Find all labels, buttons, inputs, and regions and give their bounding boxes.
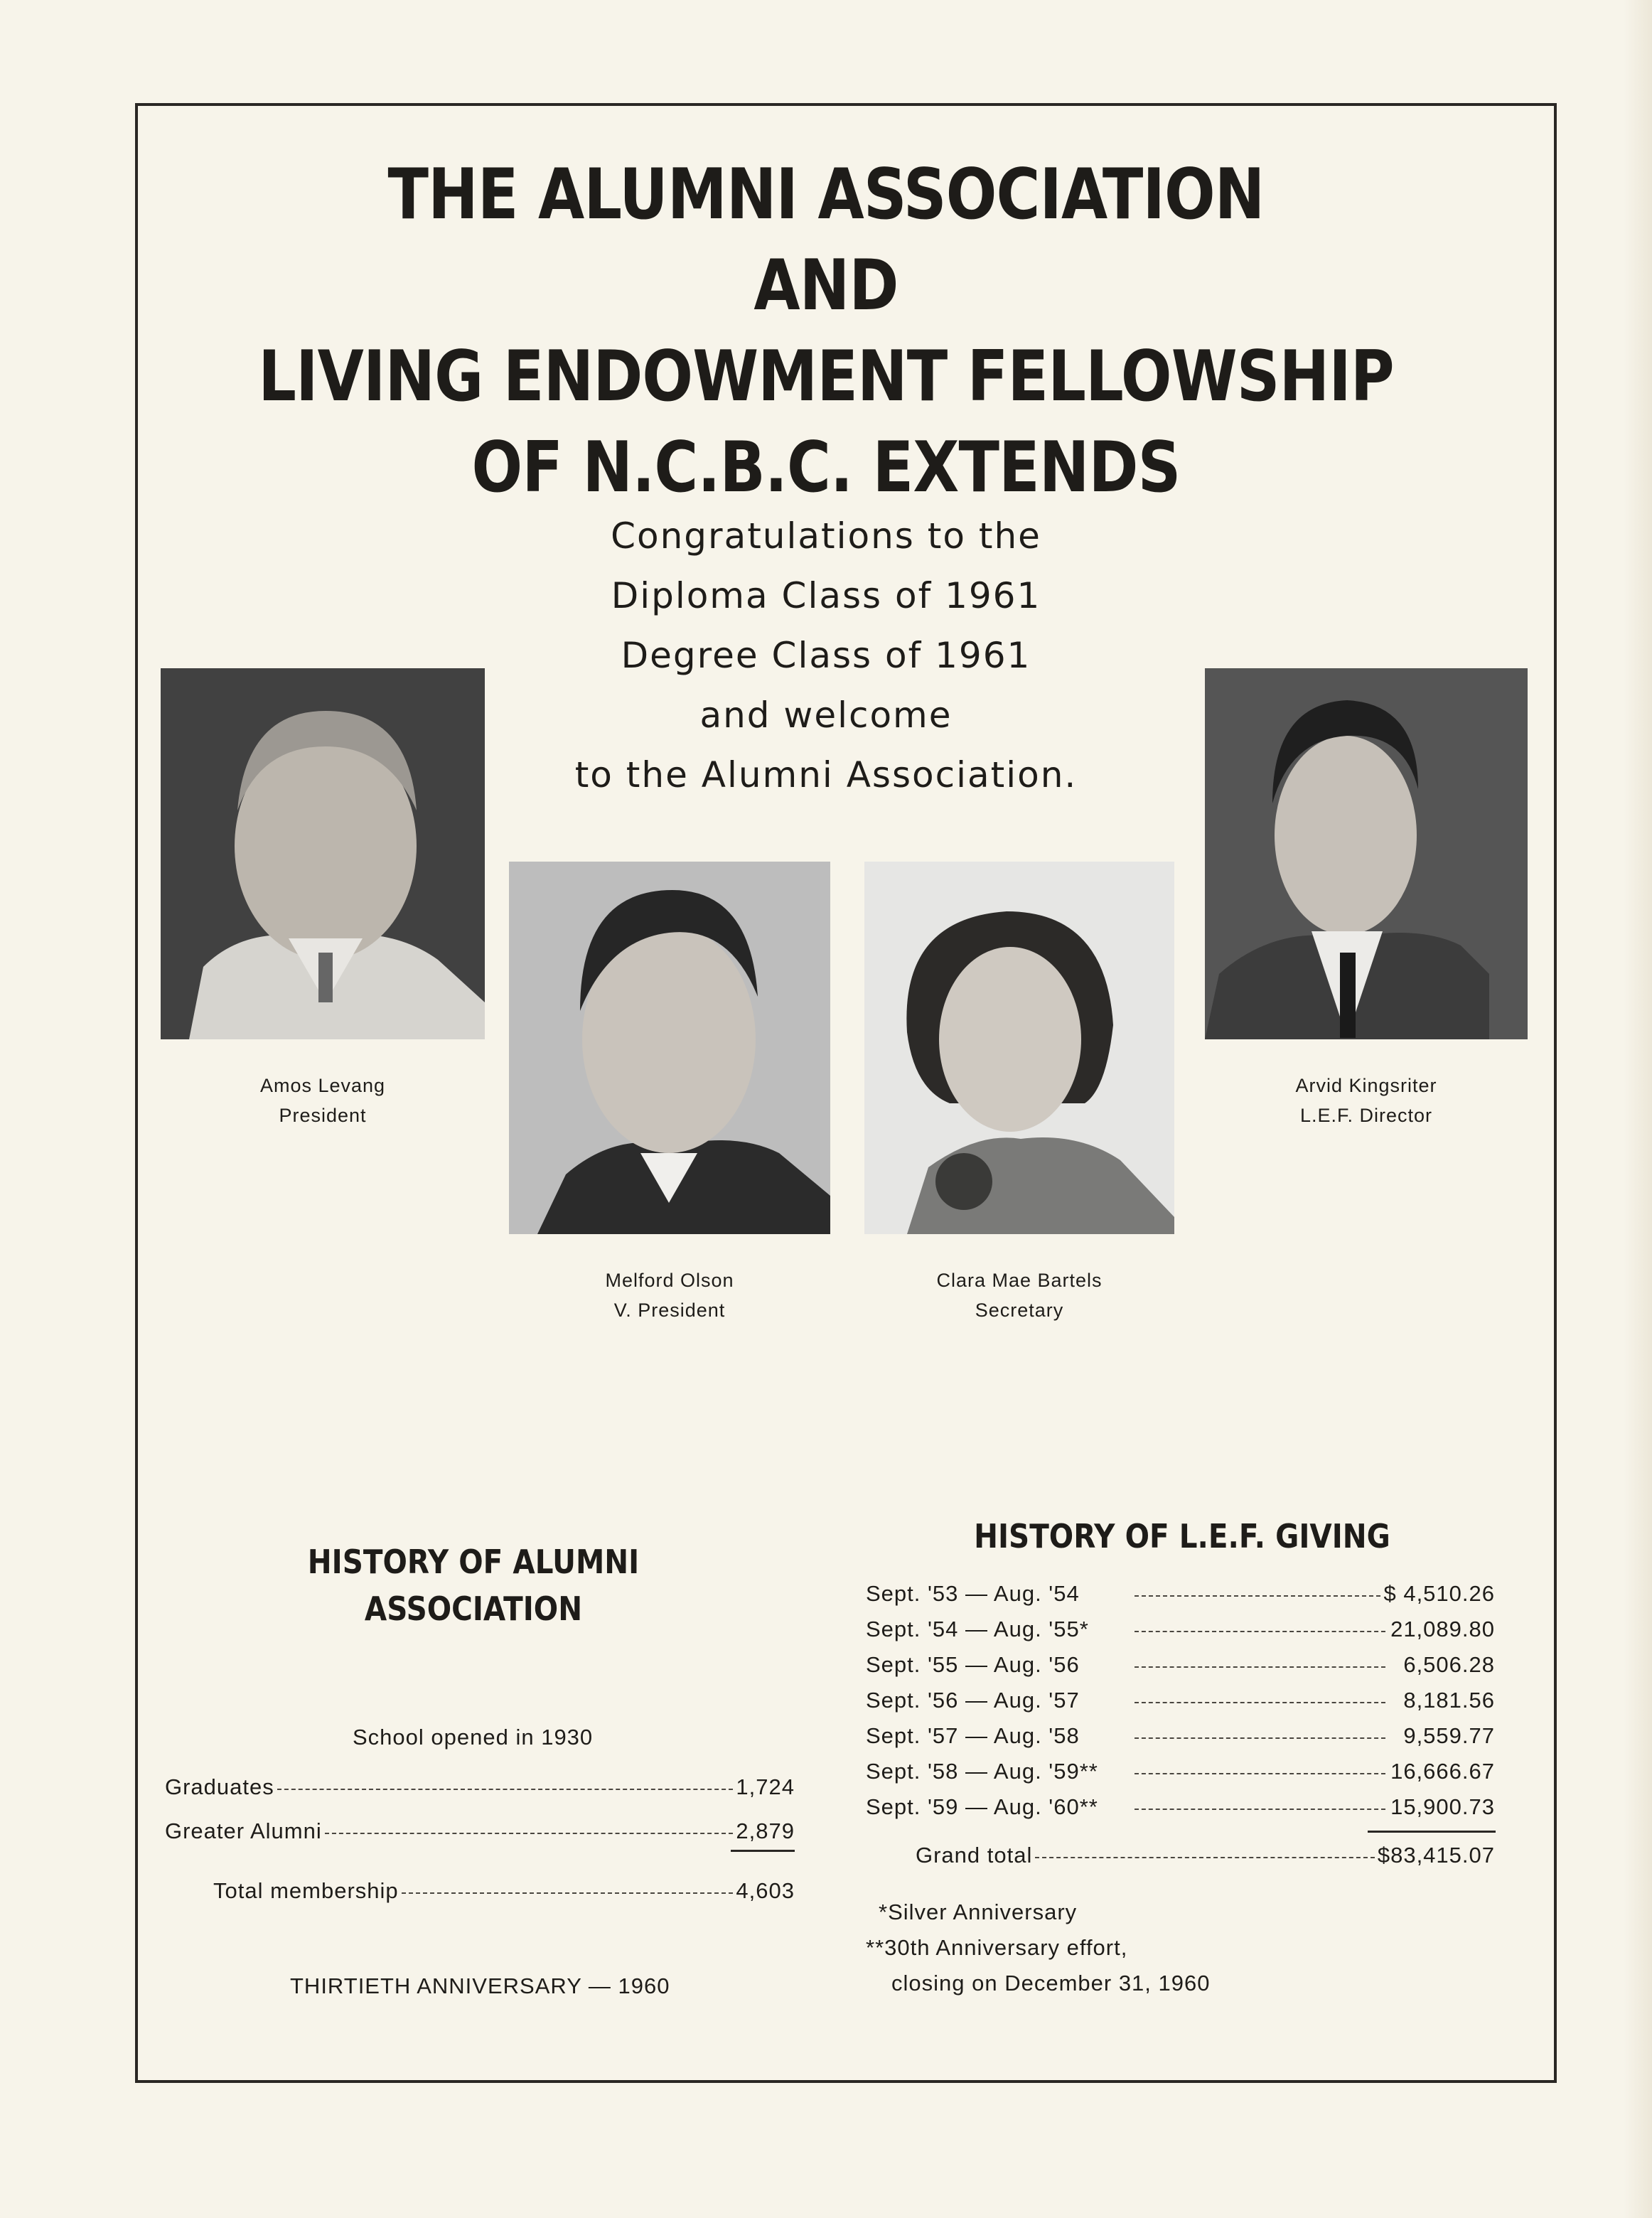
row-label: Total membership: [213, 1878, 399, 1903]
sum-rule: [731, 1850, 795, 1852]
headline-line: THE ALUMNI ASSOCIATION: [387, 154, 1265, 235]
row-value: 4,603: [736, 1878, 795, 1903]
title-line: HISTORY OF L.E.F. GIVING: [974, 1517, 1390, 1555]
period-label: Sept. '56 — Aug. '57: [866, 1688, 1080, 1713]
congrats-line: Congratulations to the: [611, 515, 1041, 557]
caption-melford-olson: [509, 1265, 830, 1325]
congrats-line: to the Alumni Association.: [574, 754, 1078, 795]
period-label: Sept. '54 — Aug. '55*: [866, 1617, 1089, 1641]
anniversary-text: THIRTIETH ANNIVERSARY — 1960: [290, 1973, 670, 1998]
congrats-line: Degree Class of 1961: [621, 635, 1031, 676]
officer-name: Melford Olson: [605, 1270, 734, 1291]
amount-value: 15,900.73: [1390, 1794, 1495, 1819]
lef-row: [866, 1688, 1495, 1713]
officer-name: Clara Mae Bartels: [936, 1270, 1103, 1291]
portrait-arvid-kingsriter: [1205, 668, 1528, 1039]
lef-row: [866, 1581, 1495, 1607]
dot-leader: [325, 1833, 734, 1834]
caption-clara-mae-bartels: [864, 1265, 1174, 1325]
period-label: Sept. '59 — Aug. '60**: [866, 1794, 1098, 1819]
row-label: Graduates: [165, 1774, 274, 1799]
lef-row: [866, 1652, 1495, 1678]
period-label: Sept. '55 — Aug. '56: [866, 1652, 1080, 1677]
footnote: **30th Anniversary effort,: [866, 1935, 1128, 1960]
lef-row: [866, 1759, 1495, 1784]
school-opened-text: School opened in 1930: [353, 1725, 594, 1750]
dot-leader: [1135, 1595, 1380, 1597]
alumni-row-graduates: [165, 1774, 795, 1800]
footnote: closing on December 31, 1960: [891, 1971, 1211, 1995]
caption-amos-levang: [161, 1071, 485, 1130]
title-line: ASSOCIATION: [364, 1590, 583, 1628]
headline-line: LIVING ENDOWMENT FELLOWSHIP: [258, 336, 1394, 417]
amount-value: 16,666.67: [1390, 1759, 1495, 1784]
title-line: HISTORY OF ALUMNI: [307, 1543, 640, 1581]
portrait-amos-levang: [161, 668, 485, 1039]
officer-title: V. President: [613, 1300, 726, 1321]
dot-leader: [1135, 1666, 1385, 1668]
amount-value: $ 4,510.26: [1383, 1581, 1495, 1606]
headline: [116, 149, 1537, 513]
officer-title: L.E.F. Director: [1299, 1105, 1433, 1126]
officer-name: Arvid Kingsriter: [1295, 1075, 1437, 1096]
amount-value: 21,089.80: [1390, 1617, 1495, 1641]
amount-value: 9,559.77: [1403, 1723, 1495, 1748]
congrats-line: Diploma Class of 1961: [611, 575, 1041, 616]
period-label: Sept. '58 — Aug. '59**: [866, 1759, 1098, 1784]
dot-leader: [1135, 1702, 1385, 1703]
lef-row: [866, 1723, 1495, 1749]
footnote: *Silver Anniversary: [879, 1900, 1078, 1924]
alumni-row-greater-alumni: [165, 1818, 795, 1844]
portrait-melford-olson: [509, 862, 830, 1234]
dot-leader: [402, 1892, 734, 1894]
dot-leader: [1135, 1809, 1385, 1810]
period-label: Sept. '57 — Aug. '58: [866, 1723, 1080, 1748]
lef-row: [866, 1617, 1495, 1642]
dot-leader: [1135, 1631, 1385, 1632]
amount-value: 6,506.28: [1403, 1652, 1495, 1677]
dot-leader: [1135, 1737, 1385, 1739]
alumni-history-title: [286, 1538, 661, 1632]
dot-leader: [277, 1789, 734, 1790]
row-value: 1,724: [736, 1774, 795, 1799]
alumni-row-total-membership: [213, 1878, 795, 1904]
row-label: Greater Alumni: [165, 1818, 322, 1843]
grand-total-value: $83,415.07: [1377, 1843, 1495, 1868]
period-label: Sept. '53 — Aug. '54: [866, 1581, 1080, 1606]
headline-line: AND: [753, 245, 899, 326]
lef-grand-total-row: [916, 1843, 1495, 1868]
dot-leader: [1135, 1773, 1385, 1774]
portrait-clara-mae-bartels: [864, 862, 1174, 1234]
headline-line: OF N.C.B.C. EXTENDS: [471, 427, 1181, 508]
sum-rule: [1368, 1831, 1496, 1833]
lef-row: [866, 1794, 1495, 1820]
amount-value: 8,181.56: [1403, 1688, 1495, 1713]
row-value: 2,879: [736, 1818, 795, 1843]
dot-leader: [1035, 1857, 1374, 1858]
caption-arvid-kingsriter: [1205, 1071, 1528, 1130]
officer-title: President: [279, 1105, 367, 1126]
page-edge: [1624, 0, 1652, 2218]
grand-total-label: Grand total: [916, 1843, 1033, 1868]
officer-name: Amos Levang: [259, 1075, 386, 1096]
lef-history-title: [966, 1513, 1398, 1560]
congrats-line: and welcome: [699, 695, 953, 736]
officer-title: Secretary: [975, 1300, 1064, 1321]
